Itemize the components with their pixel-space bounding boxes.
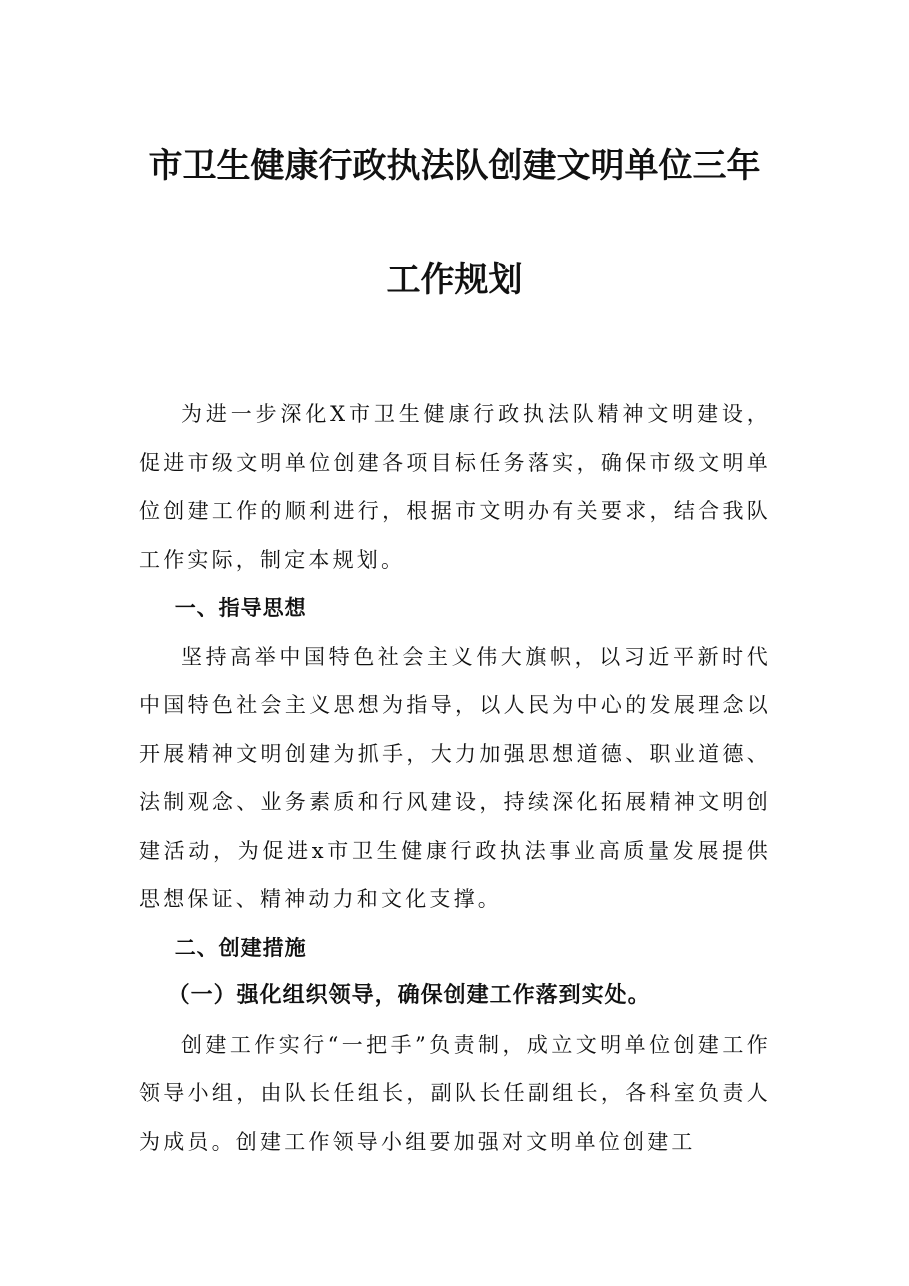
guiding-thought-paragraph: 坚持高举中国特色社会主义伟大旗帜，以习近平新时代中国特色社会主义思想为指导，以人民为中心的发展理念以开展精神文明创建为抓手，大力加强思想道德、职业道德、法制观念、业务素质和行风建设，持续深化拓展精神文明创建活动，为促进x市卫生健康行政执法事业高质量发展提供思想保证、精神动力和文化支撑。 bbox=[139, 644, 771, 911]
document-title-line-2: 工作规划 bbox=[386, 260, 523, 300]
section-heading-measures: 二、创建措施 bbox=[174, 935, 307, 960]
subsection-heading-organization: （一）强化组织领导，确保创建工作落到实处。 bbox=[167, 983, 651, 1008]
organization-paragraph: 创建工作实行“一把手”负责制，成立文明单位创建工作领导小组，由队长任组长，副队长任副组长，各科室负责人为成员。创建工作领导小组要加强对文明单位创建工 bbox=[139, 1032, 771, 1154]
document-body bbox=[139, 390, 771, 1166]
document-title-line-1: 市卫生健康行政执法队创建文明单位三年 bbox=[148, 146, 761, 186]
section-heading-guiding-thought: 一、指导思想 bbox=[174, 596, 307, 620]
intro-paragraph: 为进一步深化X市卫生健康行政执法队精神文明建设，促进市级文明单位创建各项目标任务落实，确保市级文明单位创建工作的顺利进行，根据市文明办有关要求，结合我队工作实际，制定本规划。 bbox=[139, 402, 771, 572]
